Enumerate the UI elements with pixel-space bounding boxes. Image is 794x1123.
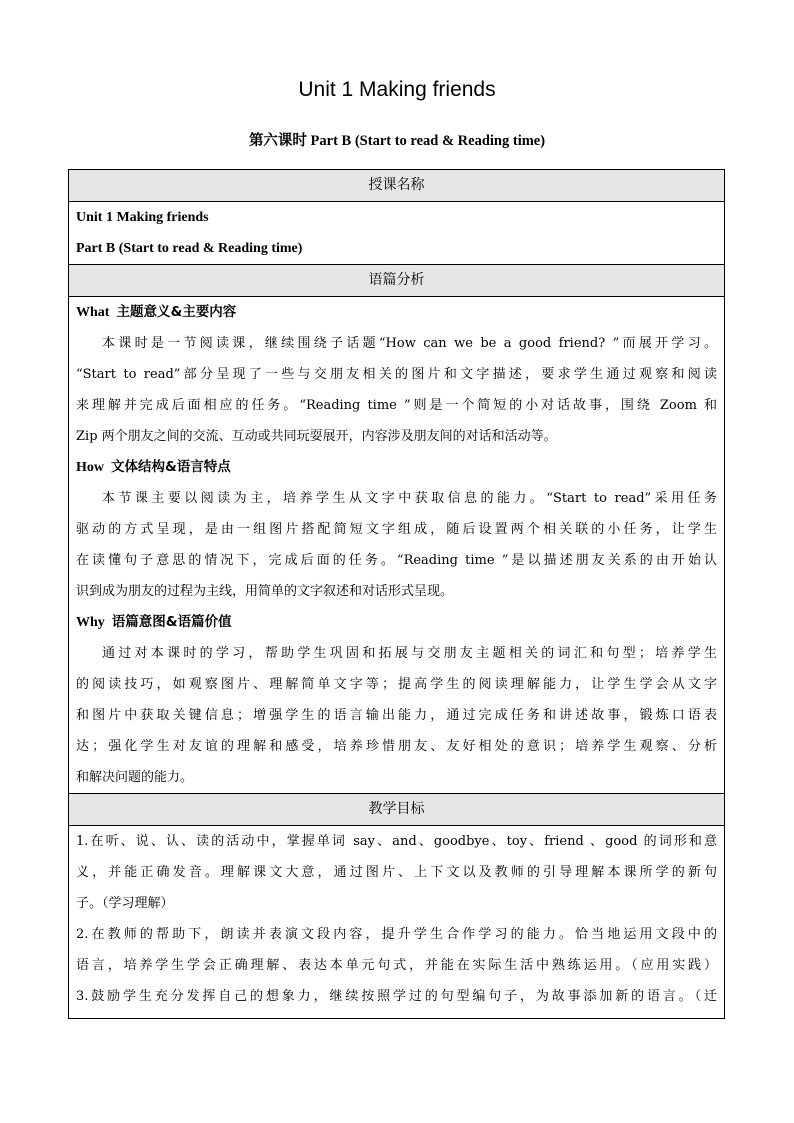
- goal-line: 义，并能正确发音。理解课文大意，通过图片、上下文以及教师的引导理解本课所学的新句: [76, 865, 717, 880]
- why-paragraph-line: 和解决问题的能力。: [76, 770, 194, 785]
- what-paragraph-line: Zip 两个朋友之间的交流、互动或共同玩耍展开，内容涉及朋友间的对话和活动等。: [76, 429, 557, 444]
- document-title: Unit 1 Making friends: [298, 78, 496, 101]
- course-name-line-1: Unit 1 Making friends: [76, 210, 209, 225]
- goal-line: 语言，培养学生学会正确理解、表达本单元句式，并能在实际生活中熟练运用。（应用实践）: [76, 958, 717, 973]
- what-heading: [76, 297, 717, 328]
- what-title: 主题意义&主要内容: [116, 304, 237, 320]
- why-paragraph-line: 和图片中获取关键信息；增强学生的语言输出能力，通过完成任务和讲述故事，锻炼口语表: [76, 708, 717, 723]
- goal-line: 子。（学习理解）: [76, 896, 174, 911]
- teaching-goals-cell: [69, 826, 724, 1012]
- goal-line: 1.在听、说、认、读的活动中，掌握单词 say、and、goodbye、toy、friend 、good 的词形和意: [76, 834, 717, 849]
- why-paragraph-line: 通过对本课时的学习，帮助学生巩固和拓展与交朋友主题相关的词汇和句型；培养学生: [102, 646, 717, 661]
- what-paragraph-line: 来理解并完成后面相应的任务。“Reading time ”则是一个简短的小对话故事，围绕 Zoom 和: [76, 398, 717, 413]
- how-paragraph-line: 驱动的方式呈现，是由一组图片搭配简短文字组成，随后设置两个相关联的小任务，让学生: [76, 522, 717, 537]
- how-paragraph-line: 本节课主要以阅读为主，培养学生从文字中获取信息的能力。“Start to read”采用任务: [102, 491, 717, 506]
- why-paragraph-line: 达；强化学生对友谊的理解和感受，培养珍惜朋友、友好相处的意识；培养学生观察、分析: [76, 739, 717, 754]
- goal-line: 3.鼓励学生充分发挥自己的想象力，继续按照学过的句型编句子，为故事添加新的语言。（迁: [76, 989, 717, 1004]
- goal-line: 2.在教师的帮助下，朗读并表演文段内容，提升学生合作学习的能力。恰当地运用文段中的: [76, 927, 717, 942]
- how-title: 文体结构&语言特点: [111, 459, 231, 475]
- course-name-line-2: Part B (Start to read & Reading time): [76, 241, 303, 256]
- what-label: What: [76, 305, 110, 320]
- course-name-cell: [69, 202, 724, 265]
- why-title: 语篇意图&语篇价值: [111, 614, 232, 630]
- how-label: How: [76, 460, 104, 475]
- why-heading: [76, 607, 717, 638]
- why-label: Why: [76, 615, 105, 630]
- why-paragraph-line: 的阅读技巧，如观察图片、理解简单文字等；提高学生的阅读理解能力，让学生学会从文字: [76, 677, 717, 692]
- document-subtitle: 第六课时 Part B (Start to read & Reading time): [248, 133, 546, 149]
- what-paragraph-line: 本课时是一节阅读课，继续围绕子话题“How can we be a good friend? ”而展开学习。: [102, 336, 717, 351]
- what-paragraph-line: “Start to read”部分呈现了一些与交朋友相关的图片和文字描述，要求学生通过观察和阅读: [76, 367, 717, 382]
- lesson-plan-table: [68, 169, 725, 1019]
- how-paragraph-line: 识到成为朋友的过程为主线，用简单的文字叙述和对话形式呈现。: [76, 584, 454, 599]
- section-header-course-name: 授课名称: [69, 170, 724, 202]
- section-header-text-analysis: 语篇分析: [69, 265, 724, 297]
- how-paragraph-line: 在读懂句子意思的情况下，完成后面的任务。“Reading time ”是以描述朋友关系的由开始认: [76, 553, 717, 568]
- how-heading: [76, 452, 717, 483]
- section-header-teaching-goals: 教学目标: [69, 794, 724, 826]
- text-analysis-cell: [69, 297, 724, 794]
